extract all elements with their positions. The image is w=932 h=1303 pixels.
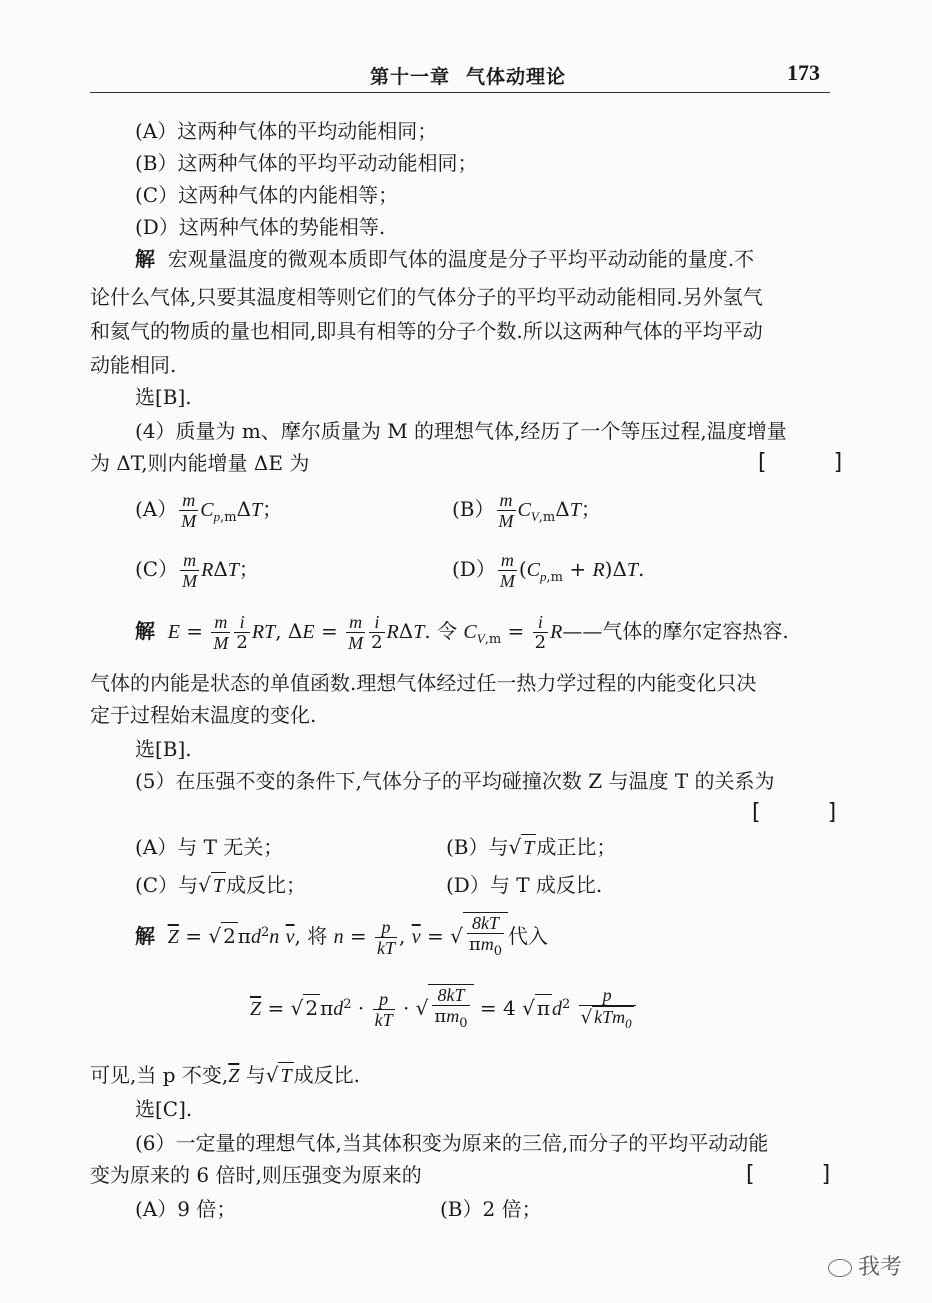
- q5-option-d: (D）与 T 成反比.: [446, 873, 603, 897]
- page-number: 173: [787, 60, 820, 85]
- q5-solution-line1: 解 $\overline{Z}$ = √ 2 $\pi d^2n$ $\overline{v}$, 将 n = $\frac{p}{kT}$ , $\overline{v}$ = √ $\frac{8kT}{\pi m_0}$ 代入: [135, 912, 548, 966]
- chapter-heading: 第十一章 气体动理论: [370, 66, 567, 88]
- q5-question-line1: (5）在压强不变的条件下,气体分子的平均碰撞次数 Z 与温度 T 的关系为: [135, 769, 775, 793]
- q3-option-d: (D）这两种气体的势能相等.: [135, 215, 386, 239]
- q4-question-line1: (4）质量为 m、摩尔质量为 M 的理想气体,经历了一个等压过程,温度增量: [135, 419, 787, 443]
- q5-answer-bracket: [ ]: [752, 800, 867, 825]
- wechat-icon: [828, 1259, 852, 1277]
- q5-option-c: (C）与√ T 成反比；: [135, 873, 306, 897]
- q5-option-a: (A）与 T 无关；: [135, 835, 284, 859]
- q4-solution-formula: 解 E = $\frac{m}{M}$ $\frac{i}{2}$ RT, ΔE = $\frac{m}{M}$ $\frac{i}{2}$ RΔT. 令 $C_{V,m}$ = $\frac{i}{2}$ R——气体的摩尔定容热容.: [135, 612, 789, 653]
- q4-option-d: (D） $\frac{m}{M}$ $(C_{p,m} + R)\Delta T$.: [452, 550, 645, 591]
- q3-solution-line3: 和氦气的物质的量也相同,即具有相等的分子个数.所以这两种气体的平均平动: [90, 319, 763, 343]
- q4-solution-line3: 定于过程始末温度的变化.: [90, 703, 317, 727]
- q4-option-a: (A） $\frac{m}{M}$ $C_{p,m}\Delta T$；: [135, 490, 283, 531]
- q6-option-b: (B）2 倍；: [440, 1197, 542, 1221]
- q4-solution-line2: 气体的内能是状态的单值函数.理想气体经过任一热力学过程的内能变化只决: [90, 671, 757, 695]
- q4-answer-bracket: [ ]: [758, 450, 873, 475]
- q5-conclusion: 可见,当 p 不变$,\overline{Z}$ 与√ T 成反比.: [90, 1063, 360, 1087]
- q6-answer-bracket: [ ]: [746, 1162, 861, 1187]
- q6-option-a: (A）9 倍；: [135, 1197, 237, 1221]
- q3-solution-line1: 解 宏观量温度的微观本质即气体的温度是分子平均平动动能的量度.不: [135, 247, 755, 271]
- q6-question-line2: 变为原来的 6 倍时,则压强变为原来的: [90, 1163, 422, 1187]
- q4-answer: 选[B].: [135, 737, 192, 761]
- q6-question-line1: (6）一定量的理想气体,当其体积变为原来的三倍,而分子的平均平动动能: [135, 1131, 769, 1155]
- q5-answer: 选[C].: [135, 1097, 193, 1121]
- q3-answer: 选[B].: [135, 385, 192, 409]
- q4-option-b: (B） $\frac{m}{M}$ $C_{V,m}\Delta T$；: [452, 490, 601, 531]
- q5-option-b: (B）与√ T 成正比；: [446, 835, 617, 859]
- watermark: 我考: [828, 1250, 902, 1281]
- q4-option-c: (C） $\frac{m}{M}$ RΔT；: [135, 550, 259, 591]
- q3-option-a: (A）这两种气体的平均动能相同；: [135, 119, 438, 143]
- q3-option-b: (B）这两种气体的平均平动动能相同；: [135, 151, 478, 175]
- q3-solution-line4: 动能相同.: [90, 353, 177, 377]
- q3-option-c: (C）这两种气体的内能相等；: [135, 183, 399, 207]
- q3-solution-line2: 论什么气体,只要其温度相等则它们的气体分子的平均平动动能相同.另外氢气: [90, 285, 763, 309]
- q4-question-line2: 为 ΔT,则内能增量 ΔE 为: [90, 451, 310, 475]
- page-header: [90, 56, 830, 93]
- q5-solution-equation: $\overline{Z}$ = √ 2 $\pi d^2$ · $\frac{p}{kT}$ · √ $\frac{8kT}{\pi m_0}$ = 4 √ π $d^2$ $\frac{p}{√ kTm_0}$: [250, 984, 638, 1044]
